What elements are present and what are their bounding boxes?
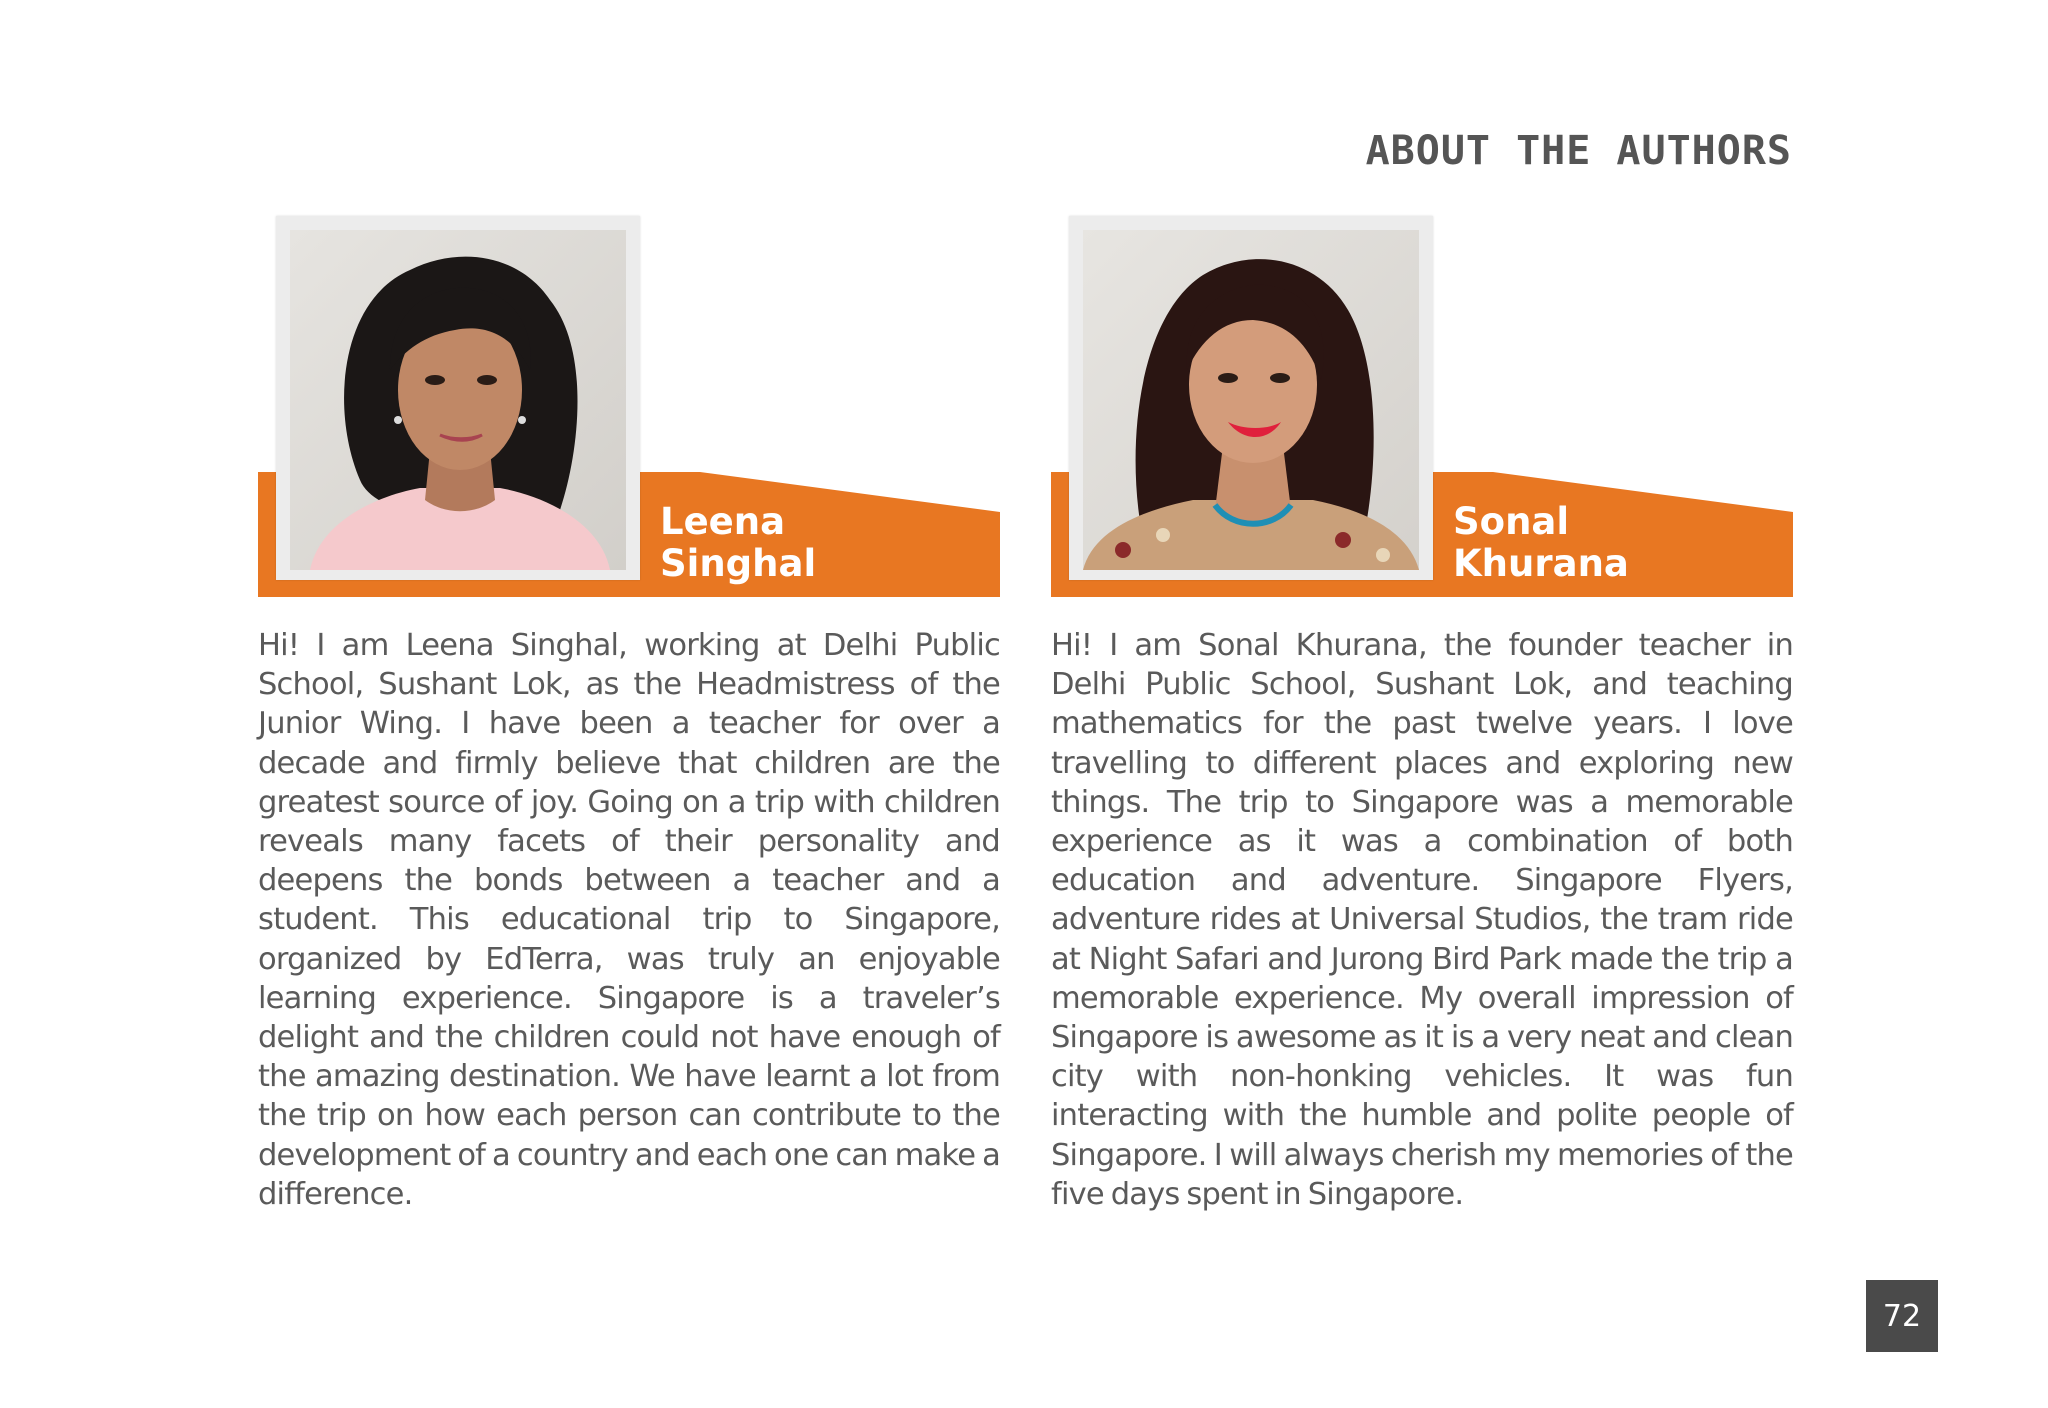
author-card-leena (258, 216, 1000, 1216)
author-name (660, 501, 990, 585)
author-name (1453, 501, 1783, 585)
author-photo (1083, 230, 1419, 570)
author-card-sonal (1051, 216, 1793, 1216)
author-last-name: Khurana (1453, 542, 1629, 585)
author-last-name: Singhal (660, 542, 817, 585)
page-number: 72 (1866, 1280, 1938, 1352)
author-photo (290, 230, 626, 570)
author-first-name: Sonal (1453, 500, 1570, 543)
author-bio: Hi! I am Leena Singhal, working at Delhi Public School, Sushant Lok, as the Headmistress of the Junior Wing. I have been a teacher for over a decade and firmly believe that children are the greatest source of joy. Going on a trip with children reveals many facets of their personality and deepens the bonds between a teacher and a student. This educational trip to Singapore, organized by EdTerra, was truly an enjoyable learning experience. Singapore is a traveler’s delight and the children could not have enough of the amazing destination. We have learnt a lot from the trip on how each person can contribute to the development of a country and each one can make a difference. (258, 628, 1000, 1212)
author-photo-frame (1069, 216, 1433, 580)
section-title: ABOUT THE AUTHORS (1365, 128, 1792, 174)
author-bio: Hi! I am Sonal Khurana, the founder teacher in Delhi Public School, Sushant Lok, and teaching mathematics for the past twelve years. I love travelling to different places and exploring new things. The trip to Singapore was a memorable experience as it was a combination of both education and adventure. Singapore Flyers, adventure rides at Universal Studios, the tram ride at Night Safari and Jurong Bird Park made the trip a memorable experience. My overall impression of Singapore is awesome as it is a very neat and clean city with non-honking vehicles. It was fun interacting with the humble and polite people of Singapore. I will always cherish my memories of the five days spent in Singapore. (1051, 628, 1793, 1212)
author-photo-frame (276, 216, 640, 580)
author-first-name: Leena (660, 500, 786, 543)
